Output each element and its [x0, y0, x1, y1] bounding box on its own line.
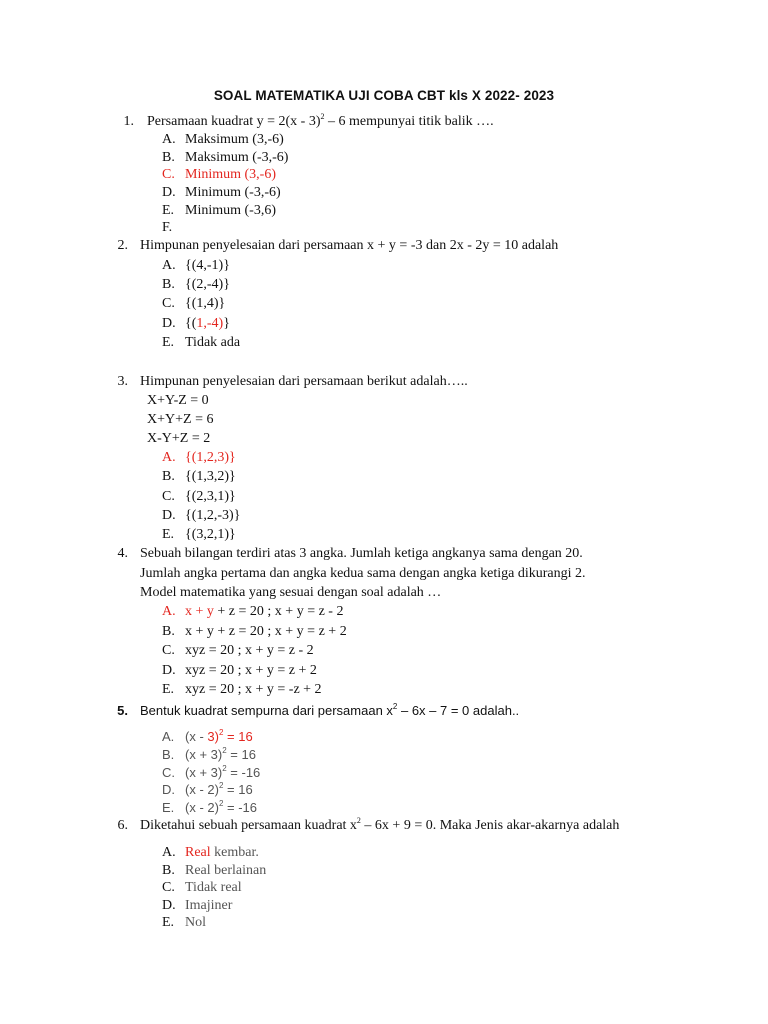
- question-text: Persamaan kuadrat y = 2(x - 3)$^2$ – 6 mempunyai titik balik ….: [147, 112, 494, 129]
- document-page: SOAL MATEMATIKA UJI COBA CBT kls X 2022- 2023 1. Persamaan kuadrat y = 2(x - 3)$^2$ – 6 mempunyai titik balik …. A. Maksimum (3,-6) B. Maksimum (-3,-6) C. Minimum (3,-6) D. Minimum (-3,-6) E. Minimum (-3,6) F. 2. Himpunan penyelesaian dari persamaan x + y = -3 dan 2x - 2y = 10 adalah A. {(4,-1)} B. {(2,-4)} C. {(1,4)} D. {(1,-4)} E. Tidak ada 3. Himpunan penyelesaian dari persamaan berikut adalah….. X+Y-Z = 0 X+Y+Z = 6 X-Y+Z = 2 A. {(1,2,3)} B. {(1,3,2)} C. {(2,3,1)} D. {(1,2,-3)} E. {(3,2,1)} 4. Sebuah bilangan terdiri atas 3 angka. Jumlah ketiga angkanya sama dengan 20. Jumlah angka pertama dan angka kedua sama dengan angka ketiga dikurangi 2. Model matematika yang sesuai dengan soal adalah … A. x + y + z = 20 ; x + y = z - 2 B. x + y + z = 20 ; x + y = z + 2 C. xyz = 20 ; x + y = z - 2 D. xyz = 20 ; x + y = z + 2 E. xyz = 20 ; x + y = -z + 2 5. Bentuk kuadrat sempurna dari persamaan $x^2 - 6x - 7 = 0$ adalah.. A. (x - 3)$^2$ = 16 B. $(x + 3)^2 = 16$ C. $(x + 3)^2 = -16$ D. (x - 2)$^2$ = 16 E. (x - 2)$^2$ = -16 6. Diketahui sebuah persamaan kuadrat $x^2 - 6x + 9 = 0$. Maka Jenis akar-akarnya adalah A. Real kembar. B. Real berlainan C. Tidak real D. Imajiner E. Nol: [0, 0, 768, 1024]
- question-text: Bentuk kuadrat sempurna dari persamaan $x^2 - 6x - 7 = 0$ adalah..: [140, 702, 520, 718]
- question-number: 3.: [117, 374, 128, 389]
- question-number: 5.: [117, 703, 128, 718]
- question-text: Diketahui sebuah persamaan kuadrat $x^2 - 6x + 9 = 0$. Maka Jenis akar-akarnya adalah: [140, 816, 620, 833]
- question-number: 4.: [117, 546, 128, 561]
- question-text: Himpunan penyelesaian dari persamaan x + y = -3 dan 2x - 2y = 10 adalah: [140, 238, 559, 253]
- question-number: 6.: [117, 818, 128, 833]
- question-text: Himpunan penyelesaian dari persamaan berikut adalah…..: [140, 374, 468, 389]
- equation-1: X+Y-Z = 0: [147, 393, 209, 408]
- question-text-line-2: Jumlah angka pertama dan angka kedua sama dengan angka ketiga dikurangi 2.: [140, 566, 586, 581]
- question-number: 2.: [117, 238, 128, 253]
- page-title: SOAL MATEMATIKA UJI COBA CBT kls X 2022- 2023: [213, 88, 555, 103]
- question-text-line-3: Model matematika yang sesuai dengan soal adalah …: [140, 585, 442, 600]
- equation-2: X+Y+Z = 6: [147, 412, 214, 427]
- equation-3: X-Y+Z = 2: [147, 431, 211, 446]
- question-text-line-1: Sebuah bilangan terdiri atas 3 angka. Jumlah ketiga angkanya sama dengan 20.: [140, 546, 583, 561]
- question-number: 1.: [123, 114, 134, 129]
